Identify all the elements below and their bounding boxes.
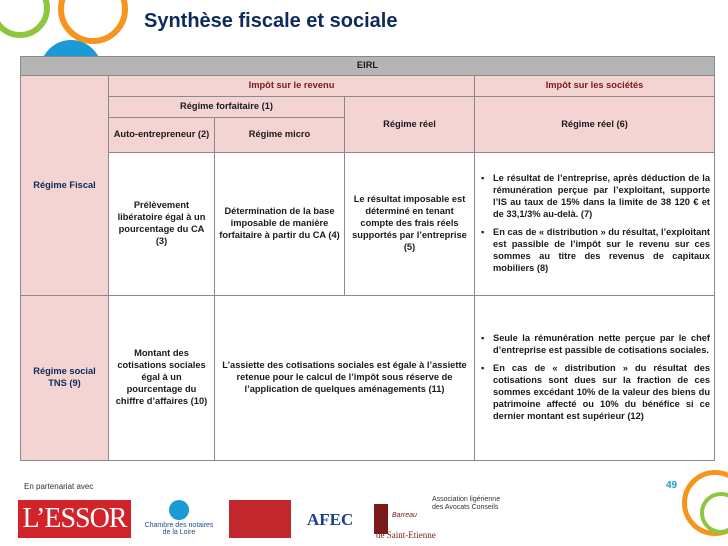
barreau-logo [374, 500, 436, 540]
row-label-regime-fiscal: Régime Fiscal [21, 76, 109, 296]
synthesis-table [20, 56, 715, 461]
header-eirl: EIRL [21, 57, 715, 76]
fiscal-is-list [479, 173, 710, 274]
cell-social-micro-reel: L’assiette des cotisations sociales est égale à l’assiette retenue pour le calcul de l’impôt sous réserve de l’application de quelques aménagements (11) [215, 296, 475, 461]
header-impot-revenu: Impôt sur le revenu [109, 76, 475, 97]
list-item: ▪ Seule la rémunération nette perçue par le chef d’entreprise est passible de cotisations sociales. [479, 333, 710, 357]
notaires-emblem-icon [169, 500, 189, 520]
header-regime-reel: Régime réel [345, 97, 475, 153]
page-number: 49 [666, 480, 678, 491]
cell-social-is [475, 296, 715, 461]
partner-label: En partenariat avec [24, 482, 94, 491]
header-regime-forfaitaire: Régime forfaitaire (1) [109, 97, 345, 118]
notaires-logo [142, 500, 216, 540]
barreau-label: Barreau [392, 512, 417, 519]
decorative-circle-orange [58, 0, 128, 44]
cell-fiscal-is [475, 153, 715, 296]
list-item: ▪ Le résultat de l’entreprise, après déduction de la rémunération perçue par l’exploitant, supporte l’IS au taux de 15% dans la limite de 38 120 € et de 33,1/3% au-delà. (7) [479, 173, 710, 221]
cell-social-auto-entrepreneur: Montant des cotisations sociales égal à un pourcentage du chiffre d’affaires (10) [109, 296, 215, 461]
essor-logo: L’ESSOR [18, 500, 131, 538]
cell-fiscal-auto-entrepreneur: Prélèvement libératoire égal à un pourcentage du CA (3) [109, 153, 215, 296]
cce-logo [229, 500, 291, 538]
avocats-logo: Association ligérienne des Avocats Conseils [432, 496, 501, 512]
header-auto-entrepreneur: Auto-entrepreneur (2) [109, 118, 215, 153]
decorative-circle-green [0, 0, 50, 38]
afec-logo: AFEC [307, 510, 354, 529]
header-impot-societes: Impôt sur les sociétés [475, 76, 715, 97]
list-item: ▪ En cas de « distribution » du résultat, l’exploitant est passible de l’impôt sur le revenu sur ces sommes au titre des revenus de capitaux mobiliers (8) [479, 227, 710, 275]
header-regime-micro: Régime micro [215, 118, 345, 153]
list-item: ▪ En cas de « distribution » du résultat des cotisations sont dues sur la fraction de ces sommes excédant 10% de la valeur des biens du patrimoine affecté ou 10% du bénéfice si ce dernier montant est supérieur (12) [479, 363, 710, 422]
barreau-city: de Saint-Etienne [376, 530, 436, 540]
notaires-label: Chambre des notaires de la Loire [144, 522, 214, 536]
header-regime-reel-is: Régime réel (6) [475, 97, 715, 153]
page-title: Synthèse fiscale et sociale [144, 10, 398, 32]
cell-fiscal-micro: Détermination de la base imposable de manière forfaitaire à partir du CA (4) [215, 153, 345, 296]
row-label-regime-social: Régime social TNS (9) [21, 296, 109, 461]
social-is-list [479, 333, 710, 422]
cell-fiscal-reel: Le résultat imposable est déterminé en tenant compte des frais réels supportés par l’entreprise (5) [345, 153, 475, 296]
